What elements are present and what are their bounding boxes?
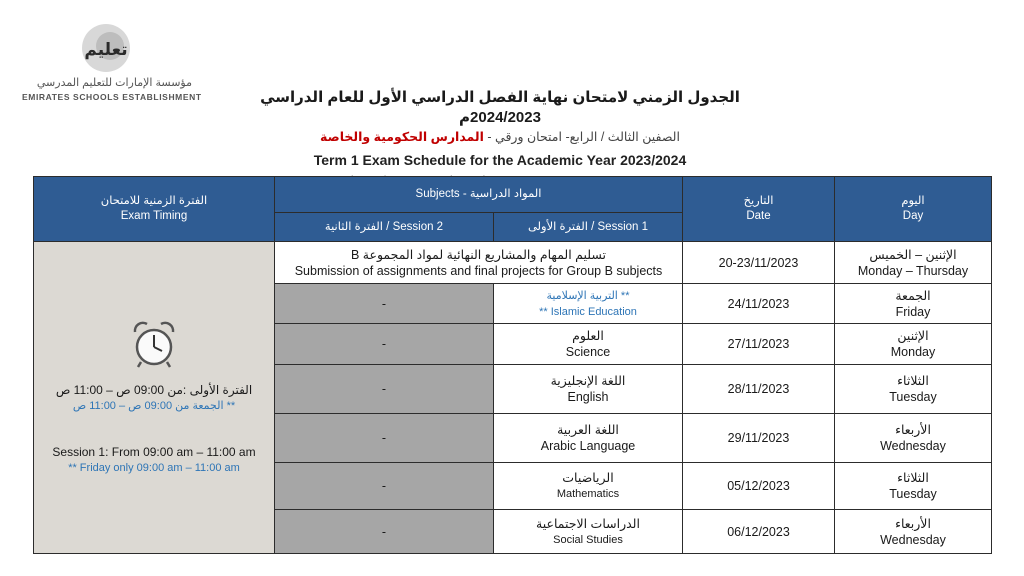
day-cell: الثلاثاء Tuesday (835, 365, 992, 414)
day-cell: الأربعاء Wednesday (835, 414, 992, 463)
day-cell: الأربعاء Wednesday (835, 510, 992, 554)
logo-text-en: EMIRATES SCHOOLS ESTABLISHMENT (22, 92, 202, 102)
submission-cell: تسليم المهام والمشاريع النهائية لمواد المجموعة B Submission of assignments and final projects for Group B subjects (275, 242, 683, 284)
exam-schedule-table (33, 176, 992, 554)
session-1-cell: الرياضيات Mathematics (494, 463, 683, 510)
header-day: اليوم Day (835, 177, 992, 242)
timing-ar-friday: ** الجمعة من 09:00 ص – 11:00 ص (72, 399, 236, 412)
date-cell: 28/11/2023 (683, 365, 835, 414)
alarm-clock-icon (131, 320, 177, 368)
logo-text-ar: مؤسسة الإمارات للتعليم المدرسي (36, 77, 192, 89)
date-cell: 29/11/2023 (683, 414, 835, 463)
day-cell: الإثنين – الخميس Monday – Thursday (835, 242, 992, 284)
date-cell: 24/11/2023 (683, 284, 835, 324)
subtitle-ar-grades: الصفين الثالث / الرابع- امتحان ورقي - (483, 130, 680, 144)
day-cell: الثلاثاء Tuesday (835, 463, 992, 510)
date-cell: 06/12/2023 (683, 510, 835, 554)
session-1-cell: الدراسات الاجتماعية Social Studies (494, 510, 683, 554)
header-session-2: الفترة الثانية / Session 2 (275, 213, 494, 242)
svg-text:تعليم: تعليم (84, 40, 128, 60)
date-cell: 20-23/11/2023 (683, 242, 835, 284)
date-cell: 27/11/2023 (683, 324, 835, 365)
day-cell: الإثنين Monday (835, 324, 992, 365)
session-2-cell: - (275, 324, 494, 365)
logo (22, 22, 202, 107)
session-2-cell: - (275, 365, 494, 414)
subtitle-ar (230, 128, 770, 146)
session-1-cell: العلوم Science (494, 324, 683, 365)
subtitle-ar-schools: المدارس الحكومية والخاصة (320, 130, 484, 144)
date-cell: 05/12/2023 (683, 463, 835, 510)
header-exam-timing: الفترة الزمنية للامتحان Exam Timing (34, 177, 275, 242)
title-ar: الجدول الزمني لامتحان نهاية الفصل الدراسي الأول للعام الدراسي 2024/2023م (260, 89, 740, 126)
session-2-cell: - (275, 510, 494, 554)
exam-timing-cell (34, 242, 275, 554)
timing-ar: الفترة الأولى :من 09:00 ص – 11:00 ص (55, 382, 253, 397)
session-1-cell: اللغة العربية Arabic Language (494, 414, 683, 463)
session-1-cell: اللغة الإنجليزية English (494, 365, 683, 414)
tallim-logo-icon (80, 22, 132, 74)
document-titles (230, 88, 770, 190)
session-1-cell: ** التربية الإسلامية ** Islamic Education (494, 284, 683, 324)
header-session-1: الفترة الأولى / Session 1 (494, 213, 683, 242)
title-en: Term 1 Exam Schedule for the Academic Year 2023/2024 (313, 152, 687, 168)
session-2-cell: - (275, 284, 494, 324)
session-2-cell: - (275, 414, 494, 463)
header-date: التاريخ Date (683, 177, 835, 242)
timing-en-friday: ** Friday only 09:00 am – 11:00 am (68, 461, 240, 474)
timing-en: Session 1: From 09:00 am – 11:00 am (52, 444, 256, 459)
session-2-cell: - (275, 463, 494, 510)
day-cell: الجمعة Friday (835, 284, 992, 324)
header-subjects: Subjects - المواد الدراسية (275, 177, 683, 213)
